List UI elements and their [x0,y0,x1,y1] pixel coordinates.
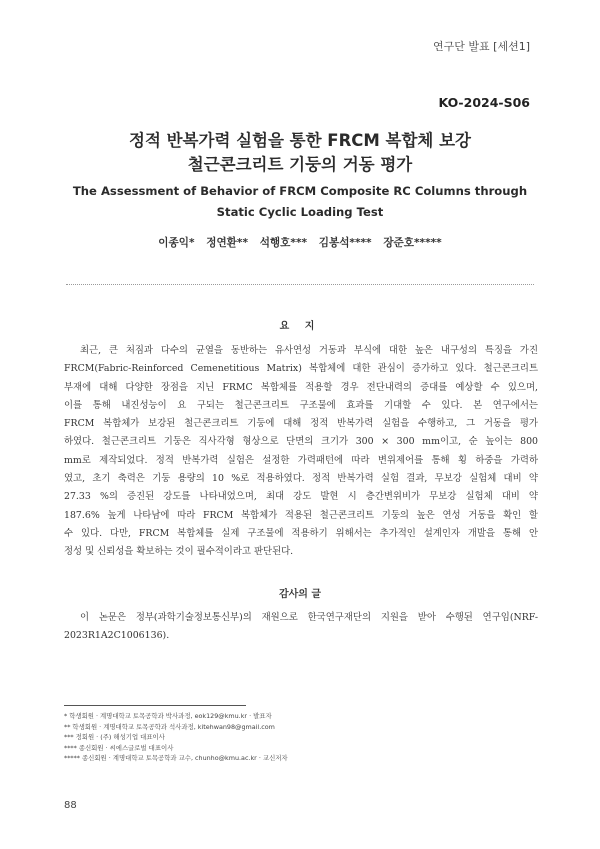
english-title-line-1: The Assessment of Behavior of FRCM Composite RC Columns through [72,184,528,198]
korean-title [0,129,600,177]
abstract-line: 27.33 %의 증진된 강도를 나타내었으며, 최대 강도 발현 시 층간변위비가 무보강 실험체 대비 약 [64,491,538,503]
paper-code: KO-2024-S06 [438,95,530,110]
abstract-line: 하였다. 철근콘크리트 기둥은 직사각형 형상으로 단면의 크기가 300 × 300 mm이고, 순 높이는 800 [64,436,538,448]
abstract-line: mm로 제작되었다. 정적 반복가력 실험은 설정한 가력패턴에 따라 변위제어를 통해 횡 하중을 가력하 [64,454,538,466]
footnote: ***** 종신회원 · 계명대학교 토목공학과 교수, chunho@kmu.ac.kr · 교신저자 [64,754,288,763]
footnote: **** 종신회원 · 씨에스글로벌 대표이사 [64,743,174,752]
abstract-line: 부재에 대해 다양한 장점을 지닌 FRMC 복합체를 적용할 경우 전단내력의 증대를 예상할 수 있으며, [64,381,538,393]
abstract-line: 최근, 큰 처짐과 다수의 균열을 동반하는 유사연성 거동과 부식에 대한 높은 내구성의 특징을 가진 [80,345,538,356]
footnote: *** 정회원 · (주) 해성기업 대표이사 [64,733,165,742]
korean-title-line-2: 철근콘크리트 기둥의 거동 평가 [187,155,413,174]
abstract-line: 였고, 초기 축력은 기둥 용량의 10 %로 적용하였다. 정적 반복가력 실험 결과, 무보강 실험체 대비 약 [64,473,538,485]
abstract-line: 187.6% 높게 나타남에 따라 FRCM 복합체가 적용된 철근콘크리트 기둥의 높은 연성 거동을 확인 할 [64,509,538,521]
abstract-line: FRCM 복합체가 보강된 철근콘크리트 기둥에 대해 정적 반복가력 실험을 수행하고, 그 거동을 평가 [64,418,538,430]
author: 이종익* [158,237,195,249]
author: 정연환** [206,237,248,249]
session-label: 연구단 발표 [세션1] [433,40,530,53]
abstract-heading: 요 지 [279,321,321,332]
english-title-line-2: Static Cyclic Loading Test [216,205,384,219]
acknowledgement-line: 이 논문은 정부(과학기술정보통신부)의 재원으로 한국연구재단의 지원을 받아 수행된 연구임(NRF- [80,612,538,623]
footnote: ** 학생회원 · 계명대학교 토목공학과 석사과정, kitehwan98@gmail.com [64,722,275,731]
abstract-line: 수 있다. 다만, FRCM 복합체를 실제 구조물에 적용하기 위해서는 추가적인 설계인자 개발을 통해 안 [64,527,538,539]
author: 김봉석**** [318,237,372,249]
abstract-line: 이를 통해 내진성능이 요 구되는 철근콘크리트 구조물에 효과를 기대할 수 있다. 본 연구에서는 [64,399,538,411]
author: 석행호*** [259,237,308,249]
abstract-body [64,342,538,562]
korean-title-line-1: 정적 반복가력 실험을 통한 FRCM 복합체 보강 [129,131,471,150]
author: 장준호***** [383,237,442,249]
acknowledgement-line: 2023R1A2C1006136). [64,630,170,642]
abstract-line: 정성 및 신뢰성을 확보하는 것이 필수적이라고 판단된다. [64,546,294,558]
abstract-line: FRCM(Fabric-Reinforced Cemenetitious Matrix) 복합체에 대한 관심이 증가하고 있다. 철근콘크리트 [64,363,538,375]
page-number: 88 [64,800,77,811]
section-divider [66,284,534,285]
acknowledgement-heading: 감사의 글 [278,589,322,600]
english-title [0,181,600,223]
footnote: * 학생회원 · 계명대학교 토목공학과 박사과정, eok129@kmu.kr · 발표자 [64,712,272,720]
footnotes [64,711,534,764]
footnote-divider [64,705,246,706]
acknowledgement-body [64,609,538,646]
author-list [0,235,600,250]
